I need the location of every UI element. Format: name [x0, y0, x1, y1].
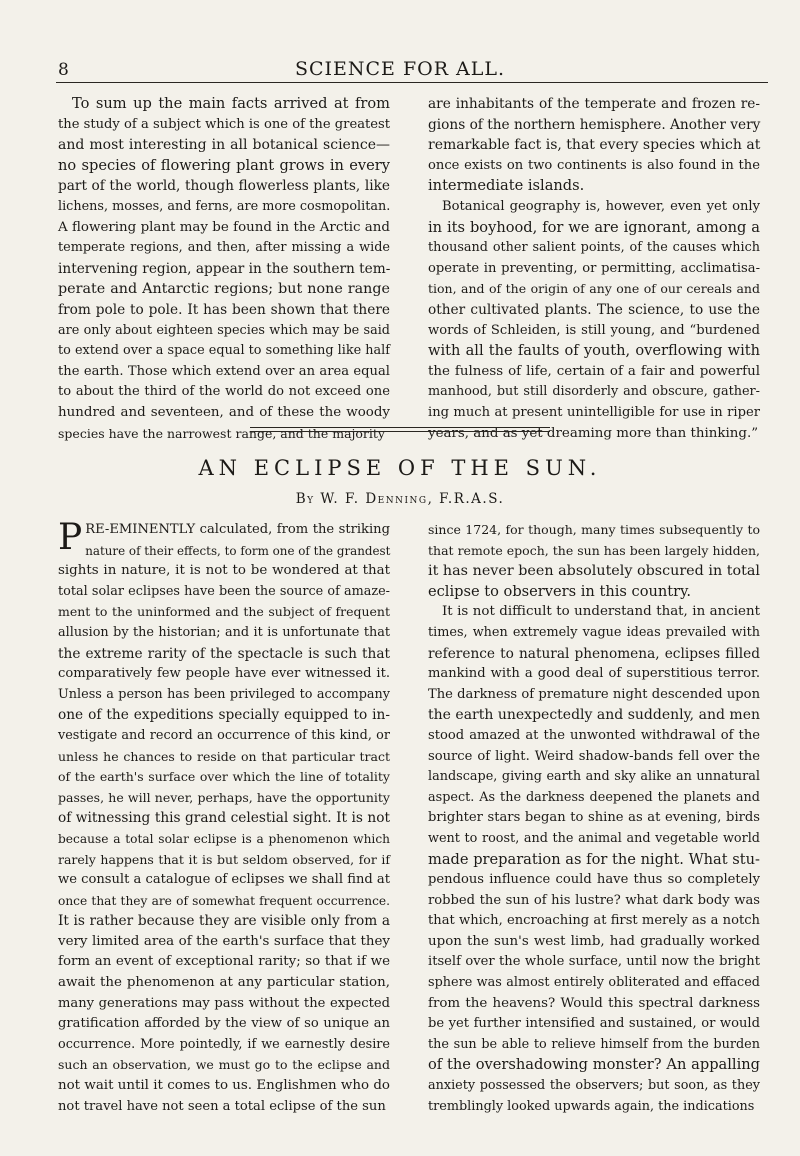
text-line: many generations may pass without the expected	[58, 995, 390, 1011]
text-line: times, when extremely vague ideas prevailed with	[428, 624, 760, 640]
text-line: stood amazed at the unwonted withdrawal of the	[428, 727, 760, 743]
text-line: passes, he will never, perhaps, have the opportunity	[58, 789, 390, 805]
text-line: Botanical geography is, however, even yet only	[442, 198, 760, 214]
article-byline: By W. F. Denning, F.R.A.S.	[295, 491, 505, 507]
text-line: of witnessing this grand celestial sight. It is not	[58, 810, 390, 827]
text-line: from the heavens? Would this spectral darkness	[428, 995, 760, 1011]
text-line: of the earth's surface over which the line of totality	[58, 769, 390, 785]
text-line: with all the faults of youth, overflowing with	[428, 342, 760, 360]
text-line: operate in preventing, or permitting, acclimatisa-	[428, 260, 760, 276]
text-line: sphere was almost entirely obliterated and effaced	[428, 975, 760, 991]
text-line: not travel have not seen a total eclipse of the sun	[58, 1098, 386, 1114]
text-line: unless he chances to reside on that particular tract	[58, 748, 390, 764]
text-line: It is rather because they are visible only from a	[58, 913, 390, 930]
text-line: occurrence. More pointedly, if we earnestly desire	[58, 1036, 390, 1052]
text-line: that which, encroaching at first merely as a notch	[428, 913, 760, 929]
text-line: it has never been absolutely obscured in total	[428, 563, 760, 580]
text-line: one of the expeditions specially equipped to in-	[58, 707, 390, 724]
text-line: thousand other salient points, of the causes which	[428, 240, 760, 256]
text-line: once exists on two continents is also found in the	[428, 157, 760, 173]
text-line: A flowering plant may be found in the Arctic and	[58, 219, 390, 235]
text-line: aspect. As the darkness deepened the planets and	[428, 789, 760, 805]
text-line: gratification afforded by the view of so unique an	[58, 1016, 390, 1032]
text-line: the earth unexpectedly and suddenly, and men	[428, 707, 760, 724]
text-line: anxiety possessed the observers; but soon, as they	[428, 1078, 760, 1094]
running-title: SCIENCE FOR ALL.	[294, 58, 506, 80]
text-line: tion, and of the origin of any one of our cereals and	[428, 281, 760, 297]
text-line: the study of a subject which is one of the greatest	[58, 116, 390, 132]
text-line: tremblingly looked upwards again, the indications	[428, 1098, 755, 1114]
text-line: such an observation, we must go to the eclipse and	[58, 1057, 390, 1073]
text-line: landscape, giving earth and sky alike an unnatural	[428, 769, 760, 785]
text-line: we consult a catalogue of eclipses we shall find at	[58, 872, 390, 888]
column-top-left	[58, 94, 390, 444]
text-line: from pole to pole. It has been shown that there	[58, 301, 390, 318]
text-line: intervening region, appear in the southern tem-	[58, 260, 391, 277]
text-line: ing much at present unintelligible for use in riper	[428, 404, 760, 420]
text-line: be yet further intensified and sustained, or would	[428, 1016, 760, 1032]
text-line: of the overshadowing monster? An appalling	[428, 1056, 760, 1074]
article-title: AN ECLIPSE OF THE SUN.	[198, 456, 602, 480]
text-line: hundred and seventeen, and of these the woody	[58, 404, 390, 420]
text-line: total solar eclipses have been the source of amaze-	[58, 583, 390, 599]
text-line: ment to the uninformed and the subject of frequent	[58, 604, 390, 620]
header-rule	[56, 82, 768, 83]
text-line: comparatively few people have ever witnessed it.	[58, 666, 390, 682]
text-line: are only about eighteen species which may be said	[58, 322, 390, 338]
text-line: await the phenomenon at any particular station,	[58, 975, 390, 991]
text-line: perate and Antarctic regions; but none range	[58, 281, 390, 298]
text-line: because a total solar eclipse is a phenomenon which	[58, 831, 390, 846]
column-bottom-left	[58, 517, 391, 1117]
text-line: robbed the sun of his lustre? what dark body was	[428, 892, 760, 908]
text-line: eclipse to observers in this country.	[428, 582, 692, 600]
text-line: other cultivated plants. The science, to use the	[428, 301, 760, 318]
text-line: reference to natural phenomena, eclipses filled	[428, 645, 760, 662]
text-line: form an event of exceptional rarity; so that if we	[58, 954, 390, 970]
text-line: pendous influence could have thus so completely	[428, 872, 760, 888]
text-line: mankind with a good deal of superstitious terror.	[428, 666, 760, 682]
text-line: nature of their effects, to form one of the grandest	[85, 543, 391, 558]
text-line: years, and as yet dreaming more than thinking.”	[428, 425, 759, 441]
text-line: RE-EMINENTLY calculated, from the striking	[85, 522, 390, 537]
text-line: very limited area of the earth's surface that they	[58, 933, 390, 949]
text-line: manhood, but still disorderly and obscure, gather-	[428, 384, 760, 400]
page-number: 8	[58, 60, 69, 80]
column-top-right	[428, 94, 760, 444]
text-line: To sum up the main facts arrived at from	[72, 95, 390, 112]
text-line: vestigate and record an occurrence of this kind, or	[58, 727, 390, 743]
text-line: gions of the northern hemisphere. Another very	[428, 116, 761, 133]
text-line: sights in nature, it is not to be wondered at that	[58, 563, 390, 579]
text-line: made preparation as for the night. What stu-	[428, 850, 760, 868]
text-line: itself over the whole surface, until now the bright	[428, 954, 760, 970]
text-line: are inhabitants of the temperate and frozen re-	[428, 96, 760, 112]
text-line: part of the world, though flowerless plants, like	[58, 178, 390, 195]
text-line: went to roost, and the animal and vegetable world	[428, 830, 760, 846]
text-line: remarkable fact is, that every species which at	[428, 137, 761, 154]
text-line: to about the third of the world do not exceed one	[58, 384, 390, 400]
text-line: allusion by the historian; and it is unfortunate that	[58, 624, 390, 640]
text-line: and most interesting in all botanical science—	[58, 137, 390, 154]
text-line: brighter stars began to shine as at evening, birds	[428, 810, 760, 826]
text-line: intermediate islands.	[428, 177, 585, 195]
text-line: upon the sun's west limb, had gradually worked	[428, 933, 760, 949]
text-line: once that they are of somewhat frequent occurrence.	[58, 893, 390, 908]
text-line: that remote epoch, the sun has been largely hidden,	[428, 542, 760, 558]
section-divider	[250, 427, 550, 432]
text-line: the sun be able to relieve himself from the burden	[428, 1036, 760, 1052]
text-line: lichens, mosses, and ferns, are more cosmopolitan.	[58, 198, 391, 214]
text-line: It is not difficult to understand that, in ancient	[442, 604, 760, 620]
text-line: the fulness of life, certain of a fair and powerful	[428, 363, 760, 379]
column-bottom-right	[428, 520, 760, 1117]
text-line: since 1724, for though, many times subsequently to	[428, 522, 760, 537]
text-line: rarely happens that it is but seldom observed, for if	[58, 851, 390, 867]
text-line: no species of flowering plant grows in every	[58, 156, 390, 174]
text-line: the extreme rarity of the spectacle is such that	[58, 645, 390, 662]
text-line: in its boyhood, for we are ignorant, among a	[428, 218, 760, 236]
text-line: to extend over a space equal to something like half	[58, 343, 390, 359]
text-line: source of light. Weird shadow-bands fell over the	[428, 748, 760, 764]
text-line: species have the narrowest range, and the majority	[58, 425, 385, 441]
text-line: The darkness of premature night descended upon	[428, 686, 760, 702]
text-line: not wait until it comes to us. Englishmen who do	[58, 1078, 390, 1094]
text-line: the earth. Those which extend over an area equal	[58, 363, 390, 379]
text-line: Unless a person has been privileged to accompany	[58, 686, 390, 702]
drop-cap: P	[58, 517, 83, 558]
text-line: words of Schleiden, is still young, and “burdened	[428, 322, 760, 338]
text-line: temperate regions, and then, after missing a wide	[58, 240, 390, 256]
